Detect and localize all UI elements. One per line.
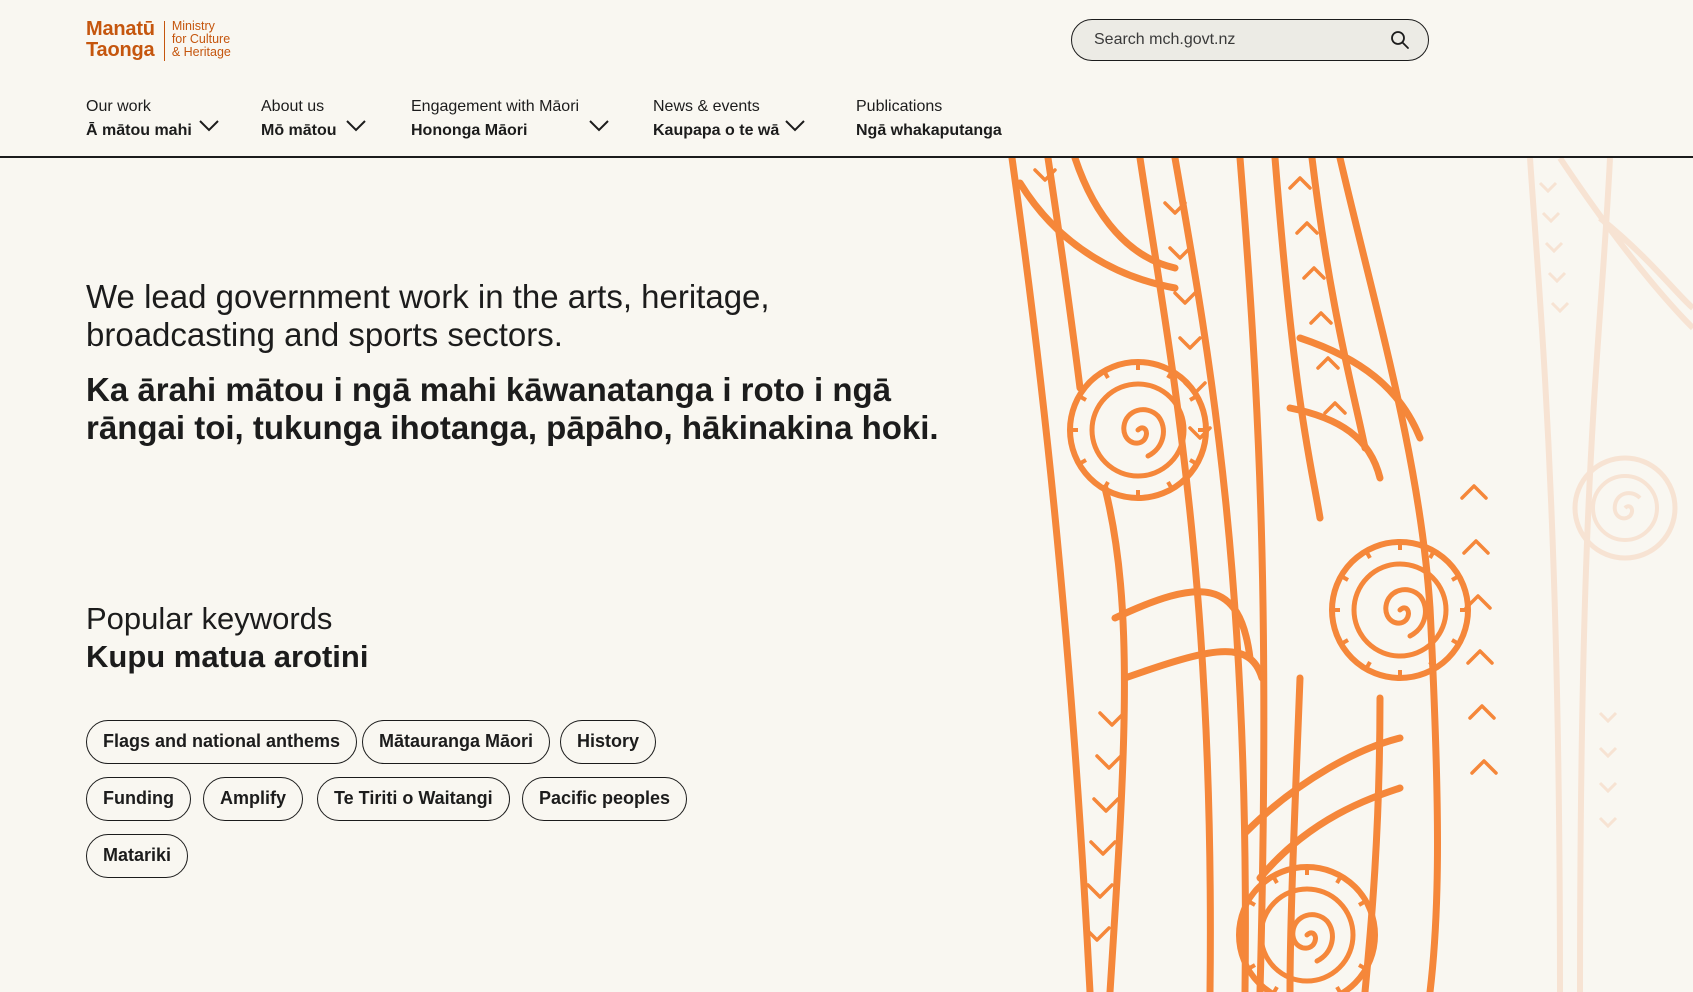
nav-label-mi: Kaupapa o te wā: [653, 122, 780, 139]
hero-heading-en: We lead government work in the arts, heritage, broadcasting and sports sectors.: [86, 278, 770, 353]
keyword-pill[interactable]: Te Tiriti o Waitangi: [317, 777, 510, 821]
chevron-down-icon[interactable]: [198, 119, 220, 133]
keyword-pill[interactable]: Amplify: [203, 777, 303, 821]
chevron-down-icon[interactable]: [784, 119, 806, 133]
chevron-down-icon[interactable]: [588, 119, 610, 133]
nav-item-publications[interactable]: [856, 97, 1002, 142]
keyword-pill[interactable]: Matariki: [86, 834, 188, 878]
keyword-pill[interactable]: Flags and national anthems: [86, 720, 357, 764]
nav-item-our-work[interactable]: [86, 97, 192, 142]
chevron-down-icon[interactable]: [345, 119, 367, 133]
nav-label-en: About us: [261, 98, 325, 115]
nav-item-engagement-with-maori[interactable]: [411, 97, 579, 142]
site-logo[interactable]: [86, 19, 231, 61]
nav-item-news-events[interactable]: [653, 97, 779, 142]
search-box: [1071, 19, 1429, 61]
keyword-pill[interactable]: Funding: [86, 777, 191, 821]
logo-subtitle: Ministry for Culture & Heritage: [171, 19, 231, 59]
nav-label-en: Our work: [86, 98, 151, 115]
search-input[interactable]: [1094, 31, 1374, 49]
nav-label-en: News & events: [653, 98, 760, 115]
search-icon[interactable]: [1390, 30, 1410, 50]
logo-wordmark: Manatū Taonga: [86, 18, 155, 61]
keyword-pill[interactable]: History: [560, 720, 656, 764]
keywords-title-mi: Kupu matua arotini: [86, 639, 369, 674]
nav-label-mi: Hononga Māori: [411, 122, 528, 139]
keyword-pill[interactable]: Pacific peoples: [522, 777, 687, 821]
keywords-title-en: Popular keywords: [86, 601, 333, 636]
nav-label-en: Publications: [856, 98, 943, 115]
nav-label-en: Engagement with Māori: [411, 98, 580, 115]
logo-divider: [164, 21, 165, 61]
hero-heading-mi: Ka ārahi mātou i ngā mahi kāwanatanga i roto i ngā rāngai toi, tukunga ihotanga, pāpāho, hākinakina hoki.: [86, 371, 939, 446]
nav-label-mi: Ngā whakaputanga: [856, 122, 1002, 139]
keyword-pill[interactable]: Mātauranga Māori: [362, 720, 550, 764]
nav-label-mi: Ā mātou mahi: [86, 122, 192, 139]
decorative-pattern-illustration: [1000, 158, 1693, 992]
nav-item-about-us[interactable]: [261, 97, 337, 142]
nav-label-mi: Mō mātou: [261, 122, 337, 139]
